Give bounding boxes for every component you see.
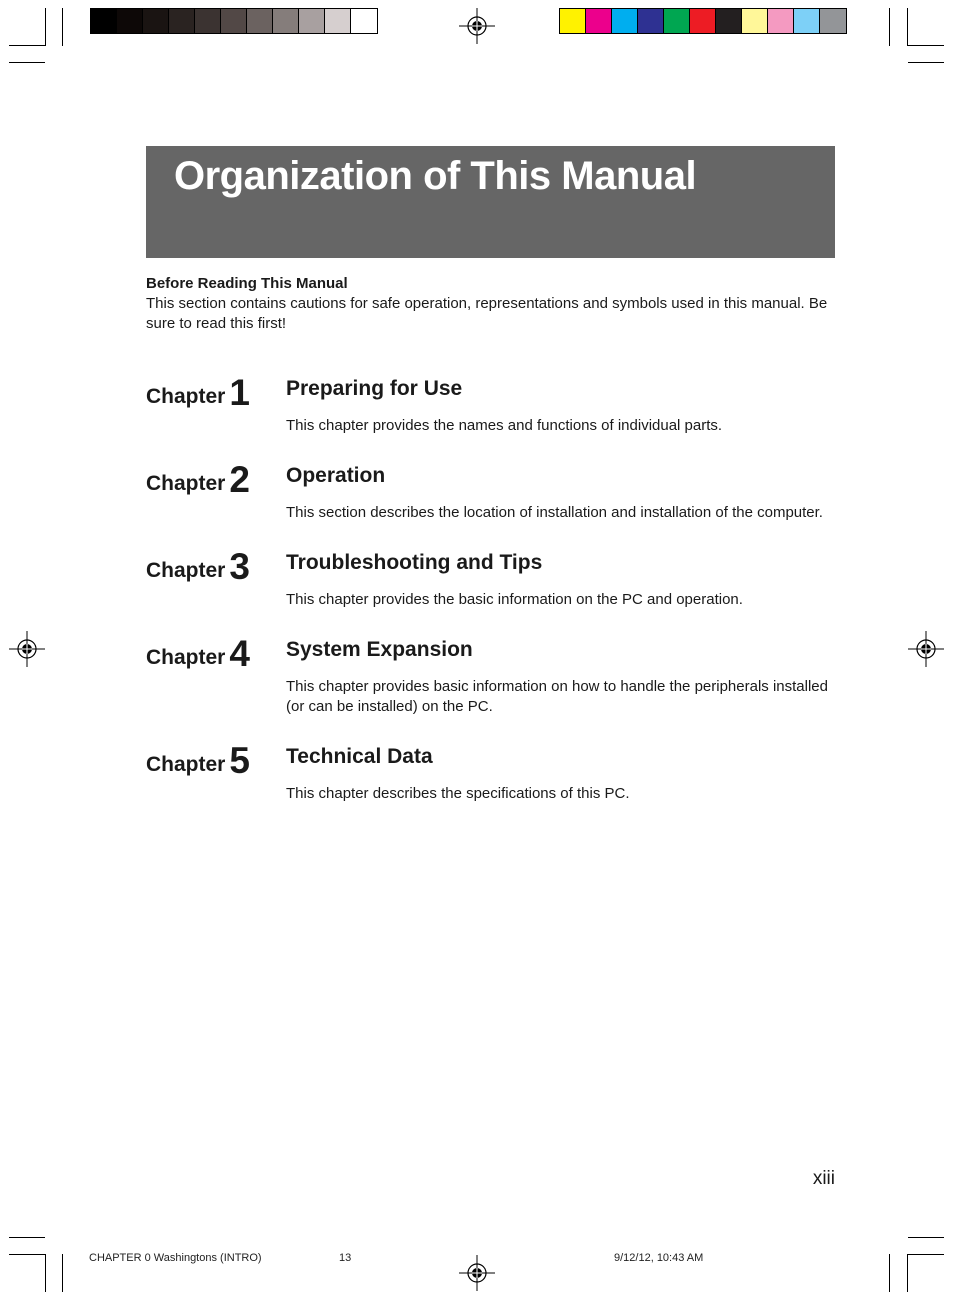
crop-mark [908,1237,944,1238]
color-swatch [195,9,221,33]
intro-heading: Before Reading This Manual [146,275,348,292]
chapter-label: Chapter [146,753,226,776]
chapter-title: System Expansion [286,638,473,661]
color-swatch [325,9,351,33]
chapter-label: Chapter [146,385,226,408]
color-swatch [273,9,299,33]
chapter-description: This chapter provides basic information on how to handle the peripherals installed (or can be installed) on the PC. [286,678,828,715]
chapter-label: Chapter [146,559,226,582]
crop-mark [9,45,45,46]
chapter-description: This chapter describes the specifications of this PC. [286,785,630,802]
crop-mark [62,8,63,46]
color-swatch [586,9,612,33]
crop-mark [9,1254,45,1255]
color-swatch [794,9,820,33]
title-banner [146,146,835,258]
chapter-description: This section describes the location of installation and installation of the computer. [286,504,823,521]
color-swatch [742,9,768,33]
chapter-label: Chapter [146,646,226,669]
intro-text: This section contains cautions for safe operation, representations and symbols used in this manual. Be sure to read this first! [146,295,828,332]
registration-mark-icon [459,1255,495,1291]
color-swatch [716,9,742,33]
chapter-title: Technical Data [286,745,433,768]
color-swatch [169,9,195,33]
chapter-number: 5 [229,740,250,781]
color-swatch [820,9,846,33]
footer-timestamp: 9/12/12, 10:43 AM [614,1252,704,1264]
crop-mark [889,8,890,46]
registration-mark-icon [459,8,495,44]
crop-mark [9,1237,45,1238]
footer-filename: CHAPTER 0 Washingtons (INTRO) [89,1252,262,1264]
color-swatch [612,9,638,33]
chapter-number: 2 [229,459,250,500]
registration-mark-icon [9,631,45,667]
color-swatch [690,9,716,33]
intro-section [146,274,846,334]
crop-mark [45,1254,46,1292]
chapter-label: Chapter [146,472,226,495]
crop-mark [907,1254,908,1292]
crop-mark [908,1254,944,1255]
page-title: Organization of This Manual [174,154,697,198]
registration-mark-icon [908,631,944,667]
chapter-title: Troubleshooting and Tips [286,551,543,574]
color-swatch [91,9,117,33]
chapter-description: This chapter provides the basic information on the PC and operation. [286,591,743,608]
color-swatch [638,9,664,33]
color-swatch [768,9,794,33]
color-swatch [247,9,273,33]
color-swatch [143,9,169,33]
footer-page: 13 [339,1252,352,1264]
chapter-title: Operation [286,464,386,487]
chapter-number: 4 [229,633,250,674]
crop-mark [62,1254,63,1292]
crop-mark [45,8,46,46]
crop-mark [9,62,45,63]
color-swatch [664,9,690,33]
process-color-bar [559,8,847,34]
page-number: xiii [812,1168,835,1189]
chapter-title: Preparing for Use [286,377,463,400]
color-swatch [299,9,325,33]
chapter-number: 1 [229,372,250,413]
chapter-number: 3 [229,546,250,587]
chapter-description: This chapter provides the names and functions of individual parts. [286,417,723,434]
color-swatch [351,9,377,33]
crop-mark [908,45,944,46]
color-swatch [117,9,143,33]
crop-mark [889,1254,890,1292]
color-swatch [221,9,247,33]
crop-mark [907,8,908,46]
grayscale-color-bar [90,8,378,34]
crop-mark [908,62,944,63]
color-swatch [560,9,586,33]
